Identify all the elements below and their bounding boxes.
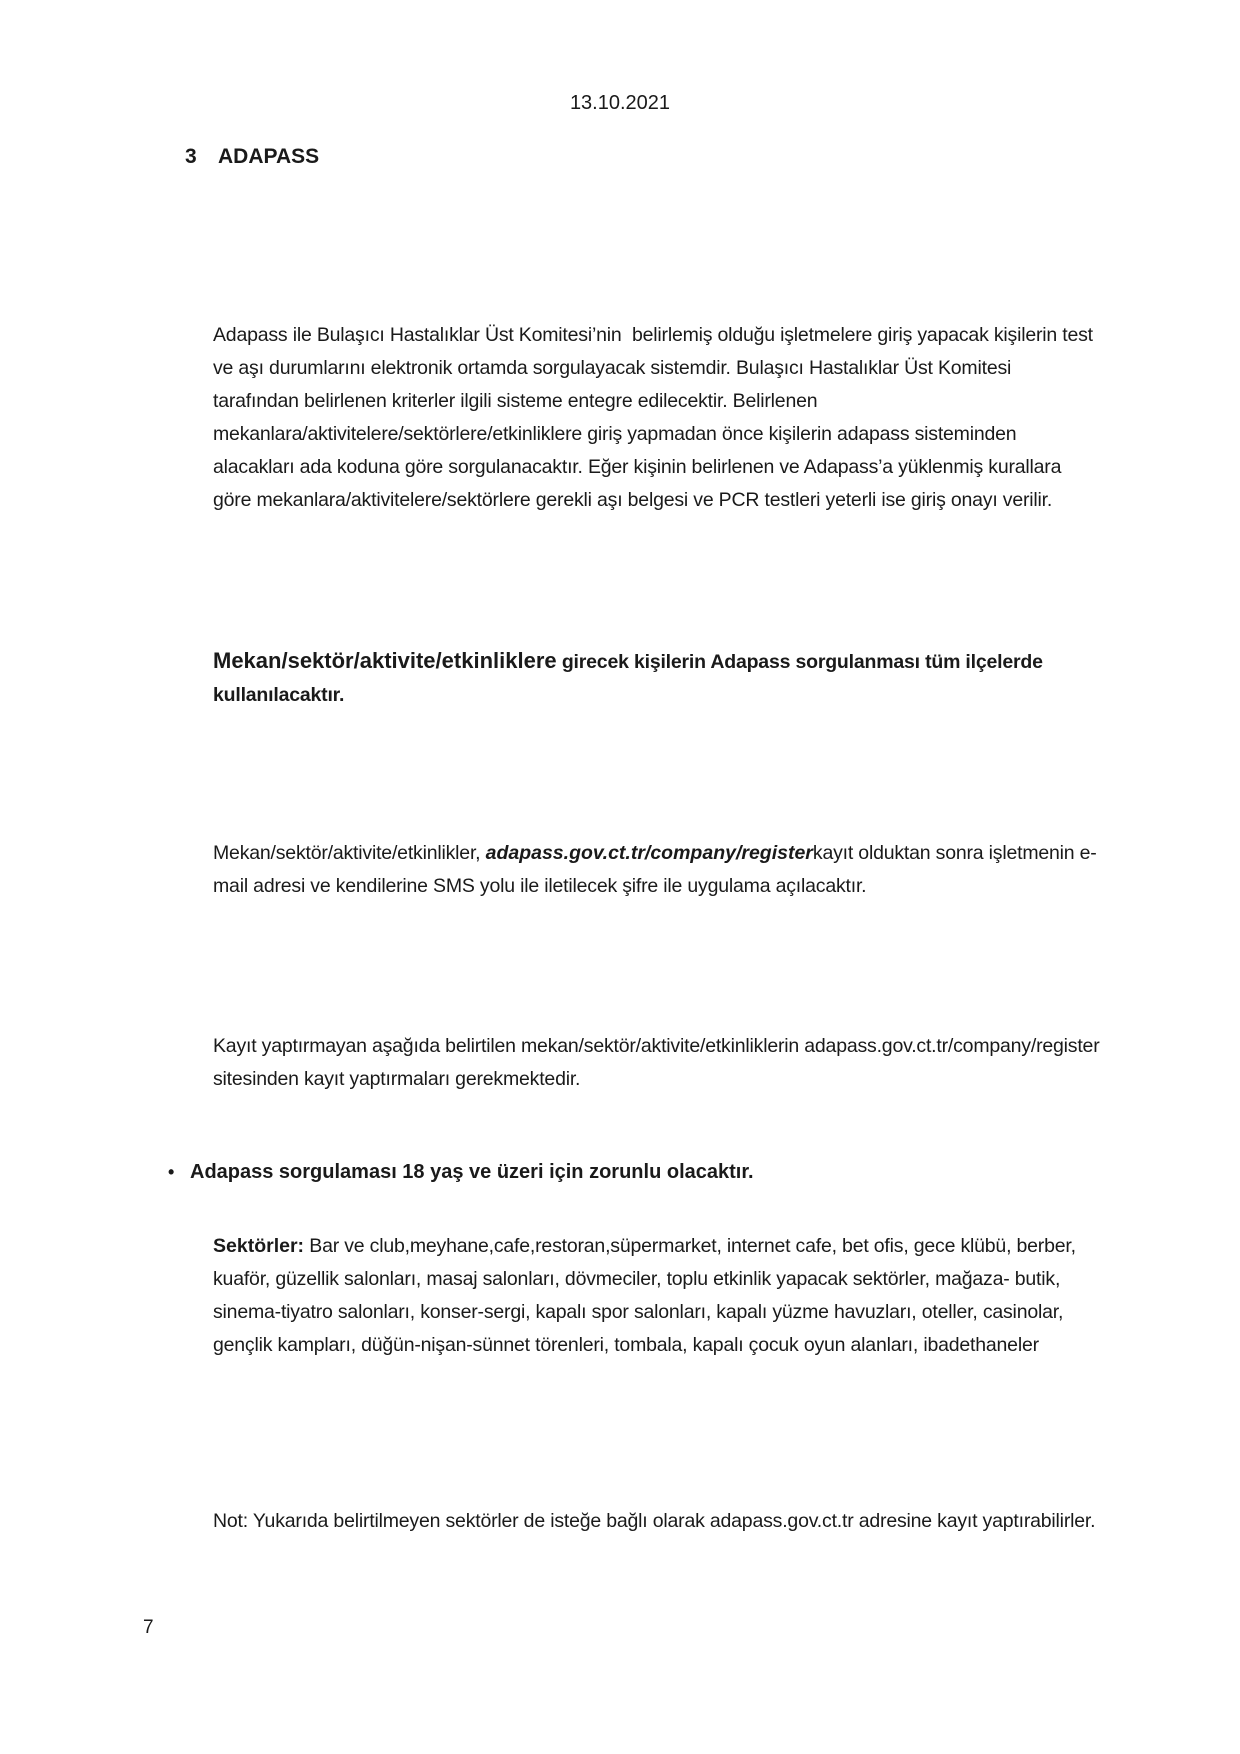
page-number: 7 [143,1617,154,1638]
paragraph-scope-rest: girecek kişilerin Adapass sorgulanması tüm ilçelerde kullanılacaktır. [213,651,1048,706]
bullet-marker: • [168,1162,175,1182]
paragraph-registration [213,837,1101,903]
paragraph-register-required: Kayıt yaptırmayan aşağıda belirtilen mekan/sektör/aktivite/etkinliklerin adapass.gov.ct.tr/company/register sitesinden kayıt yaptırmaları gerekmektedir. [213,1035,1105,1090]
paragraph-registration-rest: kayıt olduktan sonra işletmenin e-mail adresi ve kendilerine SMS yolu ile iletilecek şifre ile uygulama açılacaktır. [213,842,1097,897]
paragraph-scope [213,644,1101,712]
bullet-item [168,1156,1098,1189]
document-body [213,220,1105,1637]
paragraph-scope-lead: Mekan/sektör/aktivite/etkinliklere [213,648,557,673]
section-heading-title: ADAPASS [218,145,320,168]
sectors-label: Sektörler: [213,1235,305,1257]
paragraph-registration-start: Mekan/sektör/aktivite/etkinlikler, [213,842,486,864]
paragraph-intro: Adapass ile Bulaşıcı Hastalıklar Üst Komitesi’nin belirlemiş olduğu işletmelere giriş yapacak kişilerin test ve aşı durumlarını elektronik ortamda sorgulayacak sistemdir. Bulaşıcı Hastalıklar Üst Komitesi tarafından belirlenen kriterler ilgili sisteme entegre edilecektir. Belirlenen mekanlara/aktivitelere/sektörlere/etkinliklere giriş yapmadan önce kişilerin adapass sisteminden alacakları ada koduna göre sorgulanacaktır. Eğer kişinin belirlenen ve Adapass’a yüklenmiş kurallara göre mekanlara/aktivitelere/sektörlere gerekli aşı belgesi ve PCR testleri yeterli ise giriş onayı verilir. [213,324,1099,511]
registration-url: adapass.gov.ct.tr/company/register [485,842,813,864]
section-heading [185,144,319,170]
section-heading-number: 3 [185,145,197,168]
paragraph-sectors [213,1230,1101,1362]
sectors-list: Bar ve club,meyhane,cafe,restoran,süpermarket, internet cafe, bet ofis, gece klübü, berber, kuaför, güzellik salonları, masaj salonları, dövmeciler, toplu etkinlik yapacak sektörler, mağaza- butik, sinema-tiyatro salonları, konser-sergi, kapalı spor salonları, kapalı yüzme havuzları, oteller, casinolar, gençlik kampları, düğün-nişan-sünnet törenleri, tombala, kapalı çocuk oyun alanları, ibadethaneler [213,1235,1082,1356]
header-date: 13.10.2021 [569,92,671,114]
paragraph-note: Not: Yukarıda belirtilmeyen sektörler de isteğe bağlı olarak adapass.gov.ct.tr adresine kayıt yaptırabilirler. [213,1510,1096,1532]
bullet-text: Adapass sorgulaması 18 yaş ve üzeri için zorunlu olacaktır. [190,1161,754,1183]
